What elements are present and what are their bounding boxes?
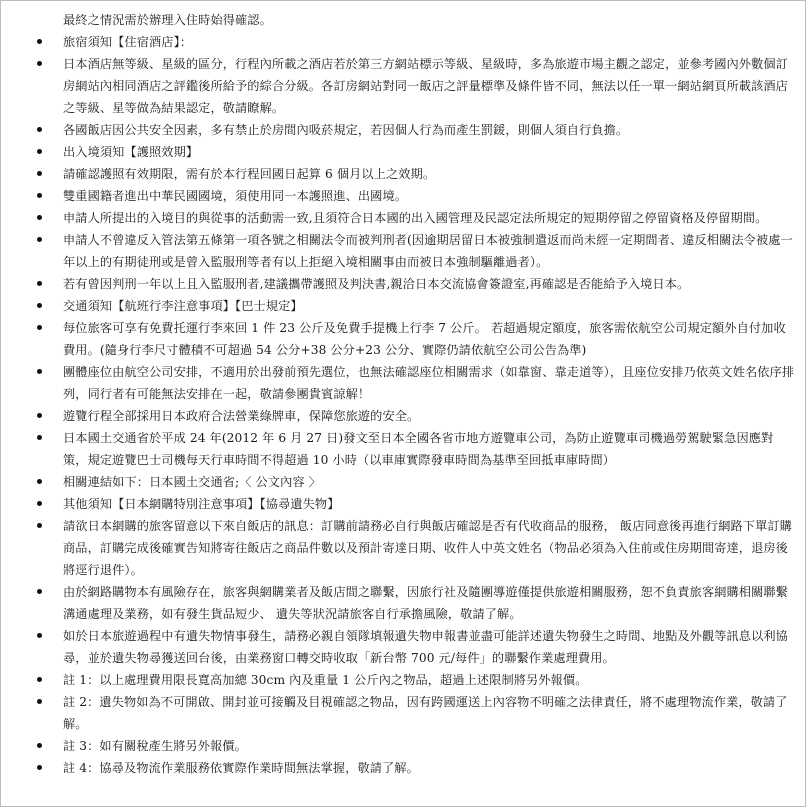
list-item-text: 註 3：如有關稅產生將另外報價。 — [63, 739, 247, 753]
list-item — [29, 405, 795, 427]
list-item-text: 註 4：協尋及物流作業服務依實際作業時間無法掌握，敬請了解。 — [63, 761, 419, 775]
list-item — [29, 757, 795, 779]
list-item — [29, 141, 795, 163]
list-item — [29, 361, 795, 405]
list-item — [29, 669, 795, 691]
bullet-icon — [37, 171, 42, 176]
list-item — [29, 53, 795, 119]
bullet-icon — [37, 699, 42, 704]
list-item — [29, 427, 795, 471]
list-item-text: 雙重國籍者進出中華民國國境，須使用同一本護照進、出國境。 — [63, 189, 408, 203]
bullet-icon — [37, 369, 42, 374]
list-item — [29, 119, 795, 141]
list-item — [29, 163, 795, 185]
list-item-text: 相關連結如下：日本國土交通省;〈 公文內容 〉 — [63, 475, 321, 489]
list-item-text: 各國飯店因公共安全因素，多有禁止於房間內吸菸規定，若因個人行為而產生罰鍰，則個人須自行負擔。 — [63, 123, 629, 137]
bullet-icon — [37, 633, 42, 638]
bullet-icon — [37, 743, 42, 748]
bullet-icon — [37, 281, 42, 286]
list-item — [29, 229, 795, 273]
list-item-text: 遊覽行程全部採用日本政府合法營業綠牌車，保障您旅遊的安全。 — [63, 409, 420, 423]
list-item — [29, 515, 795, 581]
bullet-icon — [37, 435, 42, 440]
list-item-text: 其他須知【日本網購特別注意事項】【協尋遺失物】 — [63, 497, 340, 511]
bullet-icon — [37, 479, 42, 484]
list-item — [29, 691, 795, 735]
bullet-icon — [37, 589, 42, 594]
list-item-text: 日本國土交通省於平成 24 年(2012 年 6 月 27 日)發文至日本全國各省市地方遊覽車公司，為防止遊覽車司機過勞駕駛緊急因應對策，規定遊覽巴士司機每天行車時間不得超過 10 小時（以車庫實際發車時間為基準至回抵車庫時間） — [63, 431, 774, 467]
list-item-text: 若有曾因判刑一年以上且入監服刑者,建議攜帶護照及判決書,親洽日本交流協會簽證室,再確認是否能給予入境日本。 — [63, 277, 690, 291]
list-item-text: 註 1：以上處理費用限長寬高加總 30cm 內及重量 1 公斤內之物品，超過上述限制將另外報價。 — [63, 673, 588, 687]
list-item — [29, 735, 795, 757]
list-item-text: 申請人所提出的入境目的與從事的活動需一致,且須符合日本國的出入國管理及民認定法所規定的短期停留之停留資格及停留期間。 — [63, 211, 768, 225]
bullet-icon — [37, 303, 42, 308]
list-item — [29, 273, 795, 295]
list-item-text: 註 2：遺失物如為不可開啟、開封並可接觸及目視確認之物品，因有跨國運送上內容物不明確之法律責任，將不處理物流作業，敬請了解。 — [63, 695, 788, 731]
list-item — [29, 581, 795, 625]
bullet-icon — [37, 413, 42, 418]
list-item-text: 請確認護照有效期限，需有於本行程回國日起算 6 個月以上之效期。 — [63, 167, 436, 181]
list-item — [29, 207, 795, 229]
bullet-icon — [37, 523, 42, 528]
notes-content — [29, 9, 795, 779]
list-item — [29, 185, 795, 207]
bullet-icon — [37, 215, 42, 220]
bullet-icon — [37, 149, 42, 154]
list-item-text: 申請人不曾違反入管法第五條第一項各號之相關法令而被判刑者(因逾期居留日本被強制遣返而尚未經一定期間者、違反相關法令被處一年以上的有期徒刑或是曾入監服刑等者有以上拒絕入境相關事由而被日本強制驅離過者）。 — [63, 233, 793, 269]
bullet-icon — [37, 677, 42, 682]
notes-list — [29, 31, 795, 779]
list-item-text: 請欲日本網購的旅客留意以下來自飯店的訊息：訂購前請務必自行與飯店確認是否有代收商品的服務， 飯店同意後再進行網路下單訂購商品，訂購完成後確實告知將寄往飯店之商品件數以及預計寄達日期、收件人中英文姓名（物品必須為入住前或住房期間寄達，退房後將逕行退件）。 — [63, 519, 792, 577]
bullet-icon — [37, 237, 42, 242]
bullet-icon — [37, 193, 42, 198]
list-item — [29, 493, 795, 515]
list-item — [29, 31, 795, 53]
list-item-text: 旅宿須知【住宿酒店】： — [63, 35, 193, 49]
list-item-text: 如於日本旅遊過程中有遺失物情事發生，請務必親自領隊填報遺失物申報書並盡可能詳述遺失物發生之時間、地點及外觀等訊息以利協尋，並於遺失物尋獲送回台後，由業務窗口轉交時收取「新台幣 700 元/每件」的聯繫作業處理費用。 — [63, 629, 788, 665]
list-item — [29, 317, 795, 361]
list-item-text: 交通須知【航班行李注意事項】【巴士規定】 — [63, 299, 303, 313]
bullet-icon — [37, 61, 42, 66]
list-item — [29, 471, 795, 493]
bullet-icon — [37, 501, 42, 506]
continuation-text: 最終之情況需於辦理入住時始得確認。 — [63, 13, 272, 27]
bullet-icon — [37, 765, 42, 770]
list-item-text: 由於網路購物本有風險存在，旅客與網購業者及飯店間之聯繫，因旅行社及隨團導遊僅提供旅遊相關服務，恕不負責旅客網購相關聯繫溝通處理及業務，如有發生貨品短少、 遺失等狀況請旅客自行承擔風險，敬請了解。 — [63, 585, 788, 621]
list-item — [29, 625, 795, 669]
bullet-icon — [37, 39, 42, 44]
list-item-text: 每位旅客可享有免費托運行李來回 1 件 23 公斤及免費手提機上行李 7 公斤。 若超過規定額度，旅客需依航空公司規定額外自付加收費用。(隨身行李尺寸體積不可超過 54 公分+38 公分+23 公分、實際仍請依航空公司公告為準) — [63, 321, 786, 357]
list-item-text: 團體座位由航空公司安排，不適用於出發前預先選位，也無法確認座位相關需求（如靠窗、靠走道等），且座位安排乃依英文姓名依序排列，同行者有可能無法安排在一起，敬請參團貴賓諒解！ — [63, 365, 795, 401]
bullet-icon — [37, 127, 42, 132]
list-item-text: 日本酒店無等級、星級的區分，行程內所載之酒店若於第三方網站標示等級、星級時，多為旅遊市場主觀之認定，並參考國內外數個訂房網站內相同酒店之評鑑後所給予的綜合分級。各訂房網站對同一飯店之評量標準及條件皆不同，無法以任一單一網站網頁所載該酒店之等級、星等做為結果認定，敬請瞭解。 — [63, 57, 788, 115]
list-item — [29, 295, 795, 317]
list-item-text: 出入境須知【護照效期】 — [63, 145, 199, 159]
bullet-icon — [37, 325, 42, 330]
